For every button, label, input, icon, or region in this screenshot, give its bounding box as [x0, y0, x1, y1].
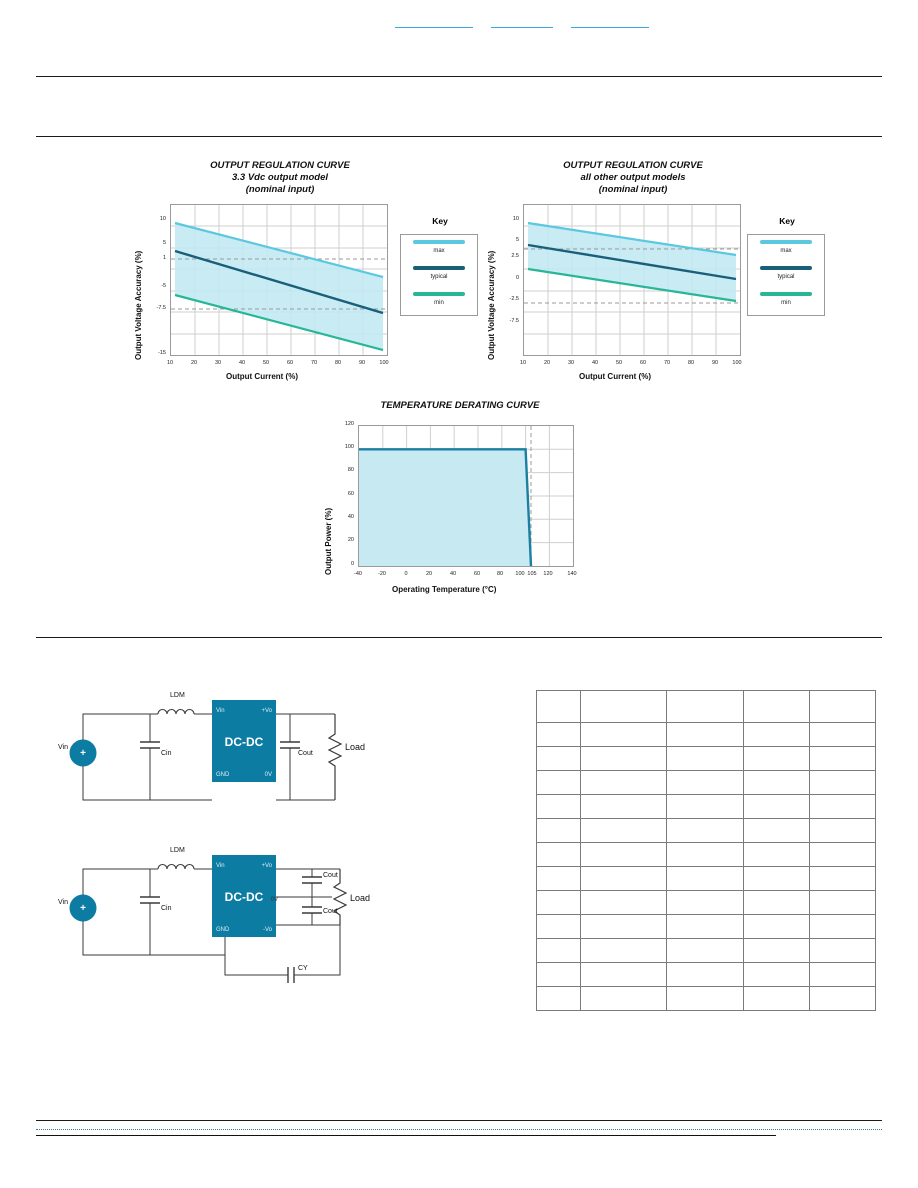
table-cell — [581, 691, 666, 723]
chart1-title-line2: 3.3 Vdc output model — [231, 172, 329, 183]
chart2-xtick-7: 80 — [687, 360, 695, 366]
table-cell — [581, 771, 666, 795]
chart1-key-label-max: max — [433, 248, 445, 254]
chart3-title-text: TEMPERATURE DERATING CURVE — [380, 400, 540, 411]
chart2-x-axis-label: Output Current (%) — [579, 372, 651, 381]
table-cell — [666, 891, 744, 915]
table-cell — [666, 691, 744, 723]
circuit2-inductor-label: LDM — [170, 847, 185, 854]
circuit-diagram-2 — [40, 845, 380, 995]
chart1-xtick-6: 70 — [310, 360, 318, 366]
table-cell — [537, 987, 581, 1011]
chart1-ytick-5: -15 — [158, 350, 166, 356]
chart3-xtick-4: 40 — [449, 571, 457, 577]
table-cell — [537, 939, 581, 963]
table-cell — [810, 891, 876, 915]
chart1-ytick-0: 10 — [159, 216, 166, 222]
chart3-ytick-1: 20 — [347, 537, 354, 543]
chart2-title-line2: all other output models — [580, 172, 686, 183]
chart2-ytick-4: -2.5 — [509, 296, 519, 302]
table-cell — [581, 915, 666, 939]
table-row — [537, 819, 876, 843]
circuit1-svg — [40, 690, 380, 820]
chart1-ytick-4: -7.5 — [156, 305, 166, 311]
chart1-svg — [171, 205, 387, 355]
table-cell — [810, 771, 876, 795]
chart2-xtick-5: 60 — [639, 360, 647, 366]
chart1-xtick-1: 20 — [190, 360, 198, 366]
chart2-plot-area — [523, 204, 741, 356]
circuit2-load-label: Load — [350, 893, 371, 903]
table-cell — [744, 691, 810, 723]
table-cell — [581, 867, 666, 891]
chart2-ytick-3: 0 — [515, 275, 519, 281]
table-cell — [537, 747, 581, 771]
chart1-title-line3: (nominal input) — [245, 184, 315, 195]
chart3-xtick-6: 80 — [496, 571, 504, 577]
table-cell — [666, 819, 744, 843]
chart1-key-label-min: min — [434, 300, 444, 306]
chart3-ytick-4: 80 — [347, 467, 354, 473]
table-cell — [666, 867, 744, 891]
table-row — [537, 987, 876, 1011]
svg-text:Vin: Vin — [216, 863, 225, 869]
table-cell — [581, 723, 666, 747]
svg-text:+Vo: +Vo — [261, 708, 272, 714]
circuit1-load-label: Load — [345, 742, 366, 752]
table-cell — [810, 915, 876, 939]
chart2-xtick-6: 70 — [663, 360, 671, 366]
svg-text:+: + — [80, 903, 86, 914]
spec-table — [536, 690, 876, 1011]
table-cell — [581, 795, 666, 819]
table-cell — [810, 987, 876, 1011]
chart3-xtick-1: -20 — [378, 571, 386, 577]
circuit2-cout1-label: Cout — [323, 872, 338, 879]
chart2-ytick-5: -7.5 — [509, 318, 519, 324]
table-row — [537, 963, 876, 987]
table-cell — [744, 747, 810, 771]
chart2-key-swatch-max — [760, 240, 812, 244]
svg-text:+Vo: +Vo — [261, 863, 272, 869]
top-links — [395, 18, 695, 32]
chart2-xtick-3: 40 — [591, 360, 599, 366]
table-cell — [744, 939, 810, 963]
table-cell — [537, 891, 581, 915]
svg-text:GND: GND — [216, 927, 230, 933]
table-cell — [537, 843, 581, 867]
chart2-xtick-2: 30 — [567, 360, 575, 366]
chart1-xtick-0: 10 — [166, 360, 174, 366]
circuit2-svg — [40, 845, 380, 995]
chart1-ytick-1: 5 — [162, 240, 166, 246]
table-cell — [666, 843, 744, 867]
chart1-key-title: Key — [432, 216, 448, 226]
table-cell — [666, 747, 744, 771]
chart1-xtick-2: 30 — [214, 360, 222, 366]
table-cell — [810, 747, 876, 771]
table-cell — [744, 795, 810, 819]
table-cell — [537, 691, 581, 723]
chart1-xtick-7: 80 — [334, 360, 342, 366]
chart3-ytick-3: 60 — [347, 491, 354, 497]
table-cell — [581, 939, 666, 963]
svg-text:Vin: Vin — [216, 708, 225, 714]
chart2-xtick-0: 10 — [519, 360, 527, 366]
chart1-title-line1: OUTPUT REGULATION CURVE — [210, 160, 350, 171]
top-link-2[interactable] — [491, 18, 553, 28]
chart3-xtick-10: 140 — [567, 571, 577, 577]
table-cell — [810, 723, 876, 747]
table-cell — [581, 843, 666, 867]
chart3-svg — [359, 426, 573, 566]
table-row — [537, 843, 876, 867]
table-row — [537, 723, 876, 747]
table-cell — [744, 723, 810, 747]
chart3-ytick-0: 0 — [350, 561, 354, 567]
chart3-xtick-3: 20 — [425, 571, 433, 577]
chart3-xtick-8: 105 — [527, 571, 537, 577]
chart3-xtick-2: 0 — [404, 571, 408, 577]
chart1-key-label-typical: typical — [430, 274, 448, 280]
table-cell — [666, 795, 744, 819]
table-cell — [810, 819, 876, 843]
table-cell — [537, 963, 581, 987]
chart2-xtick-9: 100 — [732, 360, 742, 366]
table-row — [537, 691, 876, 723]
circuit1-cin-label: Cin — [161, 750, 172, 757]
chart3-xtick-5: 60 — [473, 571, 481, 577]
table-cell — [744, 771, 810, 795]
table-cell — [744, 915, 810, 939]
divider-footer-dotted — [36, 1129, 882, 1130]
table-cell — [537, 771, 581, 795]
table-row — [537, 771, 876, 795]
chart2-title-line1: OUTPUT REGULATION CURVE — [563, 160, 703, 171]
chart2-ytick-0: 10 — [512, 216, 519, 222]
table-cell — [537, 915, 581, 939]
table-cell — [744, 819, 810, 843]
divider-footer — [36, 1120, 882, 1121]
chart1-plot-area — [170, 204, 388, 356]
svg-text:-Vo: -Vo — [262, 927, 272, 933]
table-cell — [744, 843, 810, 867]
table-cell — [666, 987, 744, 1011]
circuit2-source-label: Vin — [58, 899, 68, 906]
chart3-ytick-2: 40 — [347, 514, 354, 520]
chart2-xtick-8: 90 — [711, 360, 719, 366]
circuit2-cin-label: Cin — [161, 905, 172, 912]
chart1-xtick-5: 60 — [286, 360, 294, 366]
chart2-key-title: Key — [779, 216, 795, 226]
svg-text:GND: GND — [216, 772, 230, 778]
table-cell — [537, 819, 581, 843]
table-cell — [666, 939, 744, 963]
table-cell — [537, 723, 581, 747]
chart3-x-axis-label: Operating Temperature (°C) — [392, 585, 497, 594]
chart3-xtick-9: 120 — [543, 571, 553, 577]
table-cell — [744, 867, 810, 891]
circuit1-cout-label: Cout — [298, 750, 313, 757]
table-cell — [581, 819, 666, 843]
svg-text:DC-DC: DC-DC — [224, 735, 264, 749]
table-row — [537, 939, 876, 963]
divider-footer-solid — [36, 1135, 776, 1136]
chart1-y-axis-label: Output Voltage Accuracy (%) — [134, 250, 143, 360]
chart2-xtick-4: 50 — [615, 360, 623, 366]
circuit1-source-label: Vin — [58, 744, 68, 751]
chart1-xtick-3: 40 — [238, 360, 246, 366]
chart1-ytick-2: 1 — [162, 255, 166, 261]
chart3-ytick-5: 100 — [344, 444, 354, 450]
chart2-key-label-typical: typical — [777, 274, 795, 280]
chart3 — [300, 415, 620, 605]
top-link-3[interactable] — [571, 18, 649, 28]
chart3-plot-area — [358, 425, 574, 567]
chart3-xtick-7: 100 — [515, 571, 525, 577]
chart2-xtick-1: 20 — [543, 360, 551, 366]
chart1-ytick-3: -5 — [161, 283, 166, 289]
svg-text:0V: 0V — [270, 897, 278, 903]
chart2-y-axis-label: Output Voltage Accuracy (%) — [487, 250, 496, 360]
table-cell — [744, 891, 810, 915]
table-cell — [666, 963, 744, 987]
table-cell — [744, 987, 810, 1011]
table-cell — [581, 891, 666, 915]
table-cell — [810, 963, 876, 987]
circuit-diagram-1 — [40, 690, 380, 820]
table-cell — [744, 963, 810, 987]
spec-table-body — [537, 691, 876, 1011]
chart2-key-swatch-typical — [760, 266, 812, 270]
table-cell — [810, 939, 876, 963]
chart3-ytick-6: 120 — [344, 421, 354, 427]
circuit2-cout2-label: Cout — [323, 908, 338, 915]
circuit1-inductor-label: LDM — [170, 692, 185, 699]
chart2-key-label-min: min — [781, 300, 791, 306]
svg-text:DC-DC: DC-DC — [224, 890, 264, 904]
chart1-key-swatch-typical — [413, 266, 465, 270]
table-cell — [810, 691, 876, 723]
chart2-key — [742, 216, 832, 326]
table-cell — [537, 867, 581, 891]
chart1-xtick-4: 50 — [262, 360, 270, 366]
table-cell — [581, 987, 666, 1011]
top-link-1[interactable] — [395, 18, 473, 28]
table-row — [537, 795, 876, 819]
chart2-svg — [524, 205, 740, 355]
divider-top — [36, 76, 882, 77]
table-cell — [666, 771, 744, 795]
svg-text:0V: 0V — [264, 772, 272, 778]
chart1-xtick-8: 90 — [358, 360, 366, 366]
table-cell — [537, 795, 581, 819]
circuit2-cy-label: CY — [298, 965, 308, 972]
chart2-key-swatch-min — [760, 292, 812, 296]
chart1-x-axis-label: Output Current (%) — [226, 372, 298, 381]
chart1-xtick-9: 100 — [379, 360, 389, 366]
chart3-xtick-0: -40 — [354, 571, 362, 577]
table-cell — [666, 915, 744, 939]
divider-section-circuits — [36, 637, 882, 638]
table-cell — [810, 843, 876, 867]
chart2-title-line3: (nominal input) — [598, 184, 668, 195]
table-row — [537, 747, 876, 771]
table-row — [537, 915, 876, 939]
table-cell — [810, 867, 876, 891]
chart1-key-swatch-min — [413, 292, 465, 296]
table-cell — [666, 723, 744, 747]
chart1-key-swatch-max — [413, 240, 465, 244]
table-row — [537, 867, 876, 891]
divider-section-charts — [36, 136, 882, 137]
chart3-y-axis-label: Output Power (%) — [324, 507, 333, 575]
svg-text:+: + — [80, 748, 86, 759]
chart2-ytick-2: 2.5 — [511, 253, 519, 259]
chart2-ytick-1: 5 — [515, 237, 519, 243]
chart1-key — [395, 216, 485, 326]
table-cell — [810, 795, 876, 819]
table-cell — [581, 963, 666, 987]
chart2-key-label-max: max — [780, 248, 792, 254]
table-cell — [581, 747, 666, 771]
table-row — [537, 891, 876, 915]
